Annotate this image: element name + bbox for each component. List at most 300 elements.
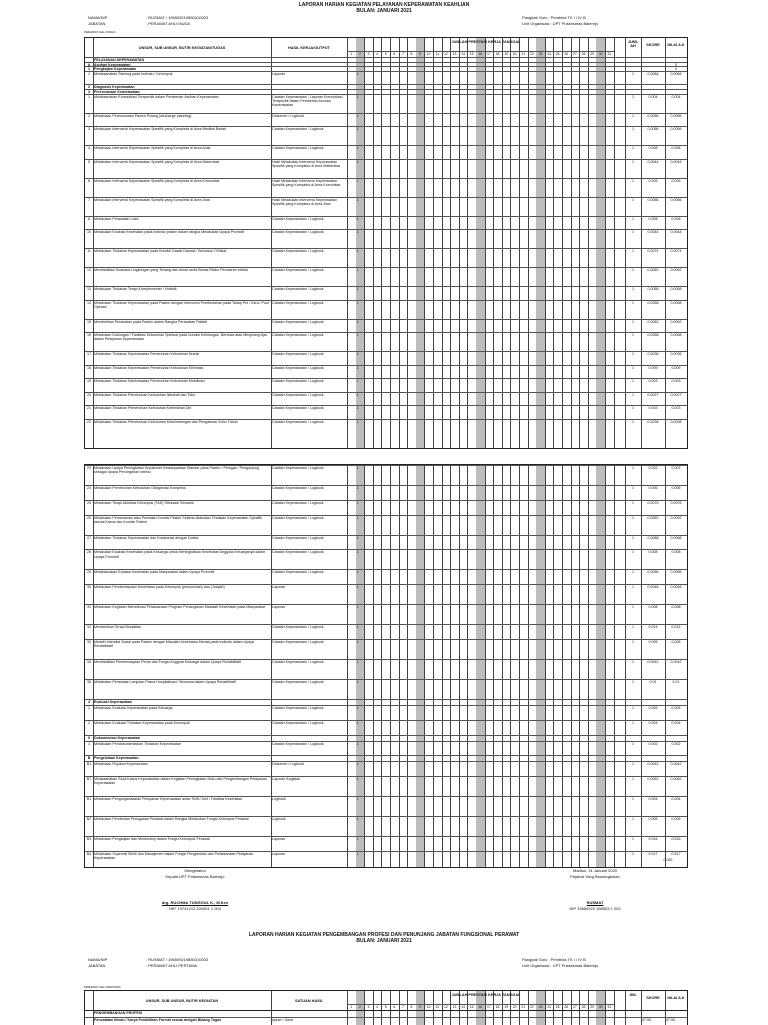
day-count-mark: 1 — [356, 71, 359, 76]
row-activity: Melakukan Intervensi Keperawatan Spesifik yang Kompleks di Area Anak — [94, 146, 211, 150]
row-jumlah: 1 — [632, 535, 634, 540]
row-output: Catatan Keperawatan / Logbook — [272, 640, 324, 644]
row-output: Catatan Keperawatan / Logbook — [272, 392, 324, 397]
day-count-mark: 1 — [356, 777, 359, 782]
report1-title-line2: BULAN: JANUARI 2021 — [356, 8, 412, 14]
row-skore: 0.017 — [648, 852, 658, 856]
day-header-27: 27 — [573, 52, 577, 56]
day-header-21: 21 — [521, 1005, 526, 1009]
grid-line — [407, 38, 408, 448]
row-output: Catatan Keperawatan / Logbook — [272, 216, 324, 221]
row-number: B7 — [86, 777, 92, 782]
grid-line — [579, 465, 580, 867]
report1-org — [522, 15, 598, 27]
report2-row-pengembangan: PENGEMBANGAN PROFESI — [94, 1011, 143, 1015]
row-activity: Melakukan Edukasi Kesehatan pada Keluarga untuk Meningkatkan Kesehatan Anggota Keluarganya dalam Upaya Promotif — [94, 550, 266, 559]
row-jumlah: 1 — [632, 837, 634, 842]
day-count-mark: 1 — [356, 706, 359, 710]
row-skore: 0.0076 — [647, 500, 659, 505]
row-activity: Melakukan Dukungan / Fasilitasi Kebutuhan Spiritual pada Kondisi Kehilangan, Berduka atau Menjelang Ajal dalam Pelayanan Keperawatan — [94, 333, 267, 342]
row-activity: Melakukan Tindakan Keperawatan Pemenuhan Kebutuhan Nutrisi — [94, 352, 200, 356]
day-count-mark: 1 — [356, 159, 359, 164]
row-activity: Pengkajian Keperawatan — [94, 67, 137, 71]
row-activity: Perencanaan Keperawatan — [94, 89, 140, 94]
grid-line — [424, 465, 425, 867]
row-jumlah: 1 — [632, 585, 634, 590]
sign-left-line2: Kepala UPT Puskesmas Balerejo — [165, 874, 225, 879]
day-header-20: 20 — [512, 52, 517, 56]
weekend-column — [356, 38, 365, 448]
unit-value: Unit Organisasi : UPT Puskesmas Balerejo — [522, 21, 599, 26]
row-number: 30 — [87, 585, 91, 590]
day-count-mark: 1 — [356, 797, 359, 802]
row-number: A — [87, 62, 91, 67]
row-output: Catatan Keperawatan / Logbook — [272, 319, 324, 324]
row-jumlah: 1 — [632, 178, 634, 183]
row-output: Catatan Keperawatan / Logbook — [272, 365, 324, 370]
row-nilai: 0.017 — [671, 852, 681, 856]
row-output: Catatan Keperawatan / Logbook — [272, 406, 324, 410]
row-output: Catatan Keperawatan / Logbook — [272, 625, 324, 630]
row-number: 28 — [87, 550, 91, 555]
row-number: 34 — [87, 660, 91, 664]
day-count-mark: 1 — [356, 230, 359, 234]
row-nilai: 0.0076 — [670, 500, 682, 505]
row-number: 23 — [87, 466, 91, 470]
row-jumlah: 1 — [632, 216, 634, 221]
row-nilai: 0.009 — [671, 365, 681, 370]
header-skore: SKORE — [646, 996, 660, 1000]
row-jumlah: 1 — [632, 365, 634, 370]
row-output: Catatan Keperawatan / Logbook — [272, 379, 324, 383]
day-header-8: 8 — [410, 52, 413, 56]
row-number: 2 — [88, 113, 90, 118]
day-header-5: 5 — [384, 1005, 387, 1009]
header-unsur: UNSUR, SUB UNSUR, BUTIR KEGIATAN/TUGAS — [138, 46, 226, 50]
day-header-1: 1 — [350, 52, 353, 56]
day-header-19: 19 — [504, 52, 508, 56]
row-nilai: 0.002 — [671, 741, 681, 746]
row-output: Catatan Keperawatan / Logbook — [272, 287, 324, 291]
row-number: 33 — [87, 640, 91, 644]
row-activity: Melakukan Tindakan Keperawatan pada Pasien dengan Intervensi Pembedahan pada Tahap Pre / Intra / Post Operasi — [94, 300, 269, 309]
sign-right-nip: NIP 19650922 198503 1 003 — [569, 906, 621, 911]
day-header-12: 12 — [444, 1005, 448, 1009]
row-output: Laporan Kegiatan — [272, 777, 301, 782]
day-header-8: 8 — [410, 1005, 413, 1009]
row-activity: Memfasilitasi Suasana Lingkungan yang Tenang dan Aman serta Bebas Risiko Penularan Infeksi — [94, 268, 248, 272]
day-header-29: 29 — [590, 1005, 594, 1009]
day-header-31: 31 — [607, 52, 612, 56]
row-activity: Melakukan Evaluasi Keperawatan pada Keluarga — [94, 706, 173, 710]
day-count-mark: 1 — [356, 585, 359, 590]
day-count-mark: 1 — [356, 466, 359, 470]
row-skore: 0.006 — [648, 817, 658, 822]
row-nilai: 0.008 — [671, 550, 681, 555]
weekend-column — [596, 38, 605, 448]
row-activity: Melakukan Pengorganisasian Pelayanan Keperawatan antar Shift / Unit / Fasilitas Kesehatan — [94, 797, 243, 802]
day-header-10: 10 — [426, 52, 431, 56]
row-nilai: 0.008 — [671, 605, 681, 610]
row-nilai: 0.008 — [671, 216, 681, 221]
row-activity: Melakukan Pemantauan atau Penilaian Kondisi Pasien Selama dilakukan Tindakan Keperawatan Spesifik sesuai Kasus dan Kondisi Pasien — [94, 515, 263, 524]
row-jumlah: 1 — [632, 605, 634, 610]
grid-line — [373, 38, 374, 448]
day-count-mark: 1 — [356, 216, 359, 221]
day-header-13: 13 — [452, 52, 457, 56]
nama2-value: : RUSMAT / 196509219850310003 — [146, 957, 209, 962]
day-count-mark: 1 — [356, 741, 359, 746]
day-header-27: 27 — [573, 1005, 577, 1009]
row-activity: Melaksanakan Edukasi Kesehatan pada Masyarakat dalam Upaya Promotif — [94, 570, 215, 575]
row-jumlah: 1 — [632, 486, 634, 490]
row-skore: 0.0062 — [647, 268, 659, 272]
grid-line — [571, 38, 572, 448]
row-nilai: 0.0088 — [670, 535, 682, 540]
jabatan-value: : PERAWAT AHLI MUDA — [146, 21, 191, 26]
row-skore: 0.002 — [648, 741, 658, 746]
row-nilai: 0.006 — [671, 486, 681, 490]
row-number: 11 — [87, 249, 91, 253]
report1-title-line1: LAPORAN HARIAN KEGIATAN PELAYANAN KEPERAWATAN KEAHLIAN — [298, 2, 470, 8]
row-skore: 0.0044 — [647, 230, 659, 234]
row-activity: Melakukan Supervisi Klinik dan Manajemen dalam Fungsi Pengarahan dan Pelaksanaan Pelayanan Keperawatan — [94, 852, 254, 861]
row-number: 4 — [88, 146, 90, 150]
nama2-label: NAMA/NIP — [88, 957, 108, 962]
grid-line — [467, 38, 468, 448]
row-skore: 0.0027 — [647, 392, 659, 397]
sign-left-nip: NIP. 19741213 200501 1 004 — [169, 906, 221, 911]
row-skore: 0.0084 — [647, 71, 659, 76]
row-nilai: 0.016 — [671, 837, 681, 842]
report1-title — [0, 2, 768, 14]
row-skore: 0.0074 — [647, 249, 659, 253]
grid-line — [502, 38, 503, 448]
day-count-mark: 1 — [356, 268, 359, 272]
row-number: 29 — [87, 570, 91, 575]
row-jumlah: 1 — [632, 817, 634, 822]
row-skore: 0.006 — [648, 486, 658, 490]
day-header-18: 18 — [495, 1005, 500, 1009]
grid-line — [459, 38, 460, 448]
row-jumlah: 1 — [632, 159, 634, 164]
row-jumlah: 1 — [632, 500, 634, 505]
row-output: Catatan Keperawatan / Logbook — [272, 146, 324, 150]
signature-left — [120, 868, 270, 912]
row-activity: Melakukan Pemberdayaan Kesehatan pada Kelompok (penyuluhan) dan (Jelajah) — [94, 585, 225, 590]
row-activity: Melakukan Tindakan Terapi Komplementer / Holistik — [94, 287, 177, 291]
row-skore: 0.0056 — [647, 197, 659, 202]
nama-label: NAMA/NIP — [88, 15, 108, 20]
row-activity: Melaksanakan Komunikasi Terapeutik dalam Pemberian Asuhan Keperawatan — [94, 94, 219, 99]
grid-line — [528, 38, 529, 448]
weekend-column — [476, 465, 485, 867]
report2-subtitle: PERAWAT AHLI PERTAMA — [84, 985, 121, 989]
row-number: 25 — [87, 500, 91, 505]
row-number: 7 — [88, 197, 90, 202]
header-nilai: NILAI A.K — [667, 996, 685, 1000]
row-nilai: 0.0027 — [670, 392, 682, 397]
row-activity: Diagnosis Keperawatan — [94, 85, 135, 89]
day-count-mark: 1 — [356, 127, 359, 131]
row-skore: 0.01 — [649, 680, 657, 684]
row-nilai: 0.003 — [671, 379, 681, 383]
row-jumlah: 1 — [632, 762, 634, 767]
row-output: Catatan Keperawatan / Logbook — [272, 333, 324, 337]
day-count-mark: 1 — [356, 515, 359, 520]
row-number: 3 — [88, 89, 90, 94]
day-count-mark: 1 — [356, 249, 359, 253]
row-jumlah: 1 — [632, 852, 634, 856]
weekend-column — [356, 465, 365, 867]
row-activity: Memberikan Perawatan pada Pasien dalam Rangka Perawatan Paliatif — [94, 319, 208, 324]
row-skore: 0.0058 — [647, 333, 659, 337]
activity-table-page1 — [84, 37, 688, 449]
grid-line — [450, 38, 451, 448]
row-skore: 0.009 — [648, 365, 658, 370]
row-output: Catatan Keperawatan / Logbook — [272, 706, 324, 710]
grid-line — [381, 465, 382, 867]
row-nilai: 0.0074 — [670, 249, 682, 253]
grid-line — [545, 38, 546, 448]
report2-title-line2: BULAN: JANUARI 2021 — [356, 938, 412, 944]
row-jumlah: 1 — [632, 333, 634, 337]
day-header-17: 17 — [487, 1005, 491, 1009]
row-output: Catatan Keperawatan / Logbook — [272, 500, 324, 505]
sign-right-name: RUSMAT — [586, 900, 604, 905]
day-count-mark: 1 — [356, 625, 359, 630]
day-header-24: 24 — [547, 1005, 551, 1009]
row-activity: Melakukan Pemberian Penugasan Perawat dalam Rangka Melakukan Fungsi Kelompok Perawat — [94, 817, 249, 822]
day-header-6: 6 — [393, 1005, 396, 1009]
row-output: Catatan Keperawatan / Logbook — [272, 535, 324, 540]
day-header-4: 4 — [376, 1005, 379, 1009]
row-jumlah: 1 — [632, 406, 634, 410]
row-output: Dokumen / Logbook — [272, 762, 305, 767]
row-jumlah: 1 — [632, 570, 634, 575]
grid-line — [553, 38, 554, 448]
sign-left-name: drg. RUCHMA TUNGGUL K., M.Kes — [161, 900, 229, 905]
row-output: Catatan Keperawatan / Logbook — [272, 352, 324, 356]
row-number: 3 — [88, 127, 90, 131]
row-jumlah: 1 — [632, 300, 634, 305]
day-header-31: 31 — [607, 1005, 612, 1009]
day-header-25: 25 — [555, 52, 560, 56]
header-hasil: HASIL KERJA/OUTPUT — [288, 46, 330, 50]
grid-line — [528, 465, 529, 867]
row-number: 5 — [88, 735, 90, 740]
day-header-1: 1 — [350, 1005, 353, 1009]
day-header-14: 14 — [461, 52, 465, 56]
pangkat2-value: Pangkat/ Golo : Pembina TK I / IV B — [522, 957, 586, 962]
row-output: Catatan Keperawatan / Logbook — [272, 741, 324, 746]
row-activity: Melakukan Intervensi Keperawatan Spesifik yang Kompleks di Area Medikal Bedah — [94, 127, 227, 131]
row-jumlah: 1 — [632, 741, 634, 746]
row-skore: 0.014 — [648, 625, 658, 630]
day-count-mark: 1 — [356, 392, 359, 397]
day-header-23: 23 — [538, 1005, 543, 1009]
row-skore: 0.008 — [648, 605, 658, 610]
row-nilai: 0.0058 — [670, 287, 682, 291]
row-jumlah: 1 — [632, 640, 634, 644]
row-jumlah: 1 — [632, 71, 634, 76]
report1-subtitle: PERAWAT AHLI MUDA — [84, 30, 116, 34]
row-output: Catatan Keperawatan / Logbook — [272, 127, 324, 131]
day-header-24: 24 — [547, 52, 551, 56]
row-jumlah: 1 — [632, 797, 634, 802]
row-skore: 0.0062 — [647, 777, 659, 782]
day-header-7: 7 — [401, 1005, 404, 1009]
row-activity: Melakukan Kegiatan Memotivasi Pelaksanaan Program Penanganan Masalah Kesehatan pada Masyarakat — [94, 605, 266, 610]
row-activity: Melakukan Perencanaan Pasien Pulang (discharge planning) — [94, 113, 192, 118]
jabatan2-label: JABATAN — [88, 963, 106, 968]
row-nilai: 0.0056 — [670, 197, 682, 202]
row-number: 8 — [88, 216, 90, 221]
row-nilai: 0.0056 — [670, 127, 682, 131]
report1-identity — [88, 15, 208, 27]
grid-line — [579, 38, 580, 448]
row-number: 12 — [87, 268, 91, 272]
row-jumlah: 1 — [632, 680, 634, 684]
day-header-26: 26 — [564, 1005, 569, 1009]
row-skore: 0.0038 — [647, 419, 659, 424]
row-activity: Melakukan Perawatan Luka — [94, 216, 139, 221]
row-output: Hasil Melakukan Intervensi Keperawatan Spesifik yang Kompleks di Area Maternitas — [272, 159, 341, 168]
row-nilai: 0.0062 — [670, 777, 682, 782]
row-number: 16 — [87, 333, 91, 337]
row-nilai: 0.004 — [671, 797, 681, 802]
grid-line — [442, 465, 443, 867]
day-count-mark: 1 — [356, 640, 359, 644]
grid-line — [364, 38, 365, 448]
row-jumlah: 1 — [632, 777, 634, 782]
row-output: Catatan Keperawatan / Logbook — [272, 466, 324, 470]
day-count-mark: 1 — [356, 352, 359, 356]
grid-line — [364, 465, 365, 867]
day-header-6: 6 — [393, 52, 396, 56]
row-output: Dokumen / Logbook — [272, 113, 305, 118]
row-activity: Melakukan Tindakan Pemenuhan Kebutuhan Keseimbangan dan Pengaturan Suhu Tubuh — [94, 419, 238, 424]
header-skore: SKORE — [646, 43, 660, 47]
day-header-2: 2 — [358, 52, 361, 56]
day-count-mark: 1 — [356, 535, 359, 540]
report2-row-hasil: Ijazah / Gelar — [272, 1018, 294, 1022]
weekend-column — [416, 465, 425, 867]
day-header-21: 21 — [521, 52, 526, 56]
header-unsur: UNSUR, SUB UNSUR, BUTIR KEGIATAN — [145, 999, 219, 1003]
row-skore: 0.0046 — [647, 585, 659, 590]
row-jumlah: 1 — [632, 720, 634, 725]
row-jumlah: 1 — [632, 706, 634, 710]
day-header-15: 15 — [469, 1005, 474, 1009]
header-nilai: NILAI A.K — [667, 43, 685, 47]
row-jumlah: 1 — [632, 392, 634, 397]
row-number: 2 — [88, 720, 90, 725]
day-count-mark: 1 — [356, 379, 359, 383]
day-count-mark: 1 — [356, 500, 359, 505]
day-count-mark: 1 — [356, 113, 359, 118]
row-nilai: 0.004 — [671, 720, 681, 725]
day-count-mark: 1 — [356, 178, 359, 183]
row-number: B4 — [86, 852, 92, 856]
day-count-mark: 1 — [356, 817, 359, 822]
row-skore: 0.003 — [648, 379, 658, 383]
day-header-17: 17 — [487, 52, 491, 56]
day-count-mark: 1 — [356, 550, 359, 555]
day-header-29: 29 — [590, 52, 594, 56]
row-jumlah: 1 — [632, 625, 634, 630]
row-output: Logbook — [272, 817, 286, 822]
report2-title-line1: LAPORAN HARIAN KEGIATAN PENGEMBANGAN PROFESI DAN PENUNJANG JABATAN FUNGSIONAL PERAWAT — [248, 932, 520, 938]
activity-table-page2 — [84, 464, 688, 868]
row-jumlah: 1 — [632, 319, 634, 324]
row-nilai: 0.0052 — [670, 515, 682, 520]
row-skore: 0.004 — [648, 797, 658, 802]
row-activity: Melakukan Rujukan Keperawatan — [94, 762, 148, 767]
row-activity: Evaluasi Keperawatan — [94, 700, 132, 704]
day-header-2: 2 — [358, 1005, 361, 1009]
row-activity: Melakukan Intervensi Keperawatan Spesifik yang Kompleks di Area Maternitas — [94, 159, 220, 164]
sign-right-line1: Madiun, 31 Januari 2020 — [572, 868, 618, 873]
day-header-7: 7 — [401, 52, 404, 56]
row-jumlah: 1 — [632, 352, 634, 356]
row-number: 32 — [87, 625, 91, 630]
day-count-mark: 1 — [356, 94, 359, 99]
row-number: 2 — [88, 85, 90, 89]
row-output: Hasil Melakukan Intervensi Keperawatan Spesifik yang Kompleks di Area Jiwa — [272, 197, 338, 206]
row-nilai: 0 — [675, 67, 677, 71]
row-activity: Melakukan Perawatan Lanjutan Pasca Hospitalisasi / Bencana dalam Upaya Rehabilitatif — [94, 680, 236, 684]
row-output: Catatan Keperawatan / Logbook — [272, 720, 324, 725]
row-activity: Melakukan Tindakan Keperawatan pada Kondisi Gawat Darurat / Bencana / Kritikal — [94, 249, 227, 253]
grid-line — [605, 38, 606, 448]
row-skore: 0.0056 — [647, 113, 659, 118]
unit2-value: Unit Organisasi : UPT Puskesmas Balerejo — [522, 963, 599, 968]
grid-line — [545, 465, 546, 867]
row-jumlah: 1 — [632, 146, 634, 150]
day-header-4: 4 — [376, 52, 379, 56]
row-skore: 0.0036 — [647, 352, 659, 356]
row-output: Logbook — [272, 797, 286, 802]
row-skore: 0.0058 — [647, 287, 659, 291]
row-skore: 0.0042 — [647, 762, 659, 767]
row-output: Laporan — [272, 605, 286, 610]
row-skore: 0.003 — [648, 406, 658, 410]
row-skore: 0.0088 — [647, 535, 659, 540]
day-header-22: 22 — [530, 52, 534, 56]
row-output: Catatan Keperawatan / Logbook — [272, 515, 324, 520]
weekend-column — [536, 465, 545, 867]
grid-line — [424, 38, 425, 448]
row-skore: 0.0044 — [647, 159, 659, 164]
row-number: 10 — [87, 230, 91, 234]
row-skore: 0.008 — [648, 550, 658, 555]
row-nilai: 0.0038 — [670, 419, 682, 424]
day-header-25: 25 — [555, 1005, 560, 1009]
row-number: B3 — [86, 837, 92, 842]
day-header-9: 9 — [419, 52, 422, 56]
row-number: 18 — [87, 365, 91, 370]
signature-right — [520, 868, 670, 912]
row-output: Catatan Keperawatan / Logbook — [272, 550, 324, 555]
grid-line — [390, 465, 391, 867]
row-nilai: 0.0084 — [670, 71, 682, 76]
day-count-mark: 1 — [356, 762, 359, 767]
row-output: Laporan — [272, 837, 286, 842]
grid-line — [347, 465, 348, 867]
jabatan2-value: : PERAWAT AHLI PERTAMA — [146, 963, 198, 968]
sign-left-line1: Mengetahui — [184, 868, 206, 873]
